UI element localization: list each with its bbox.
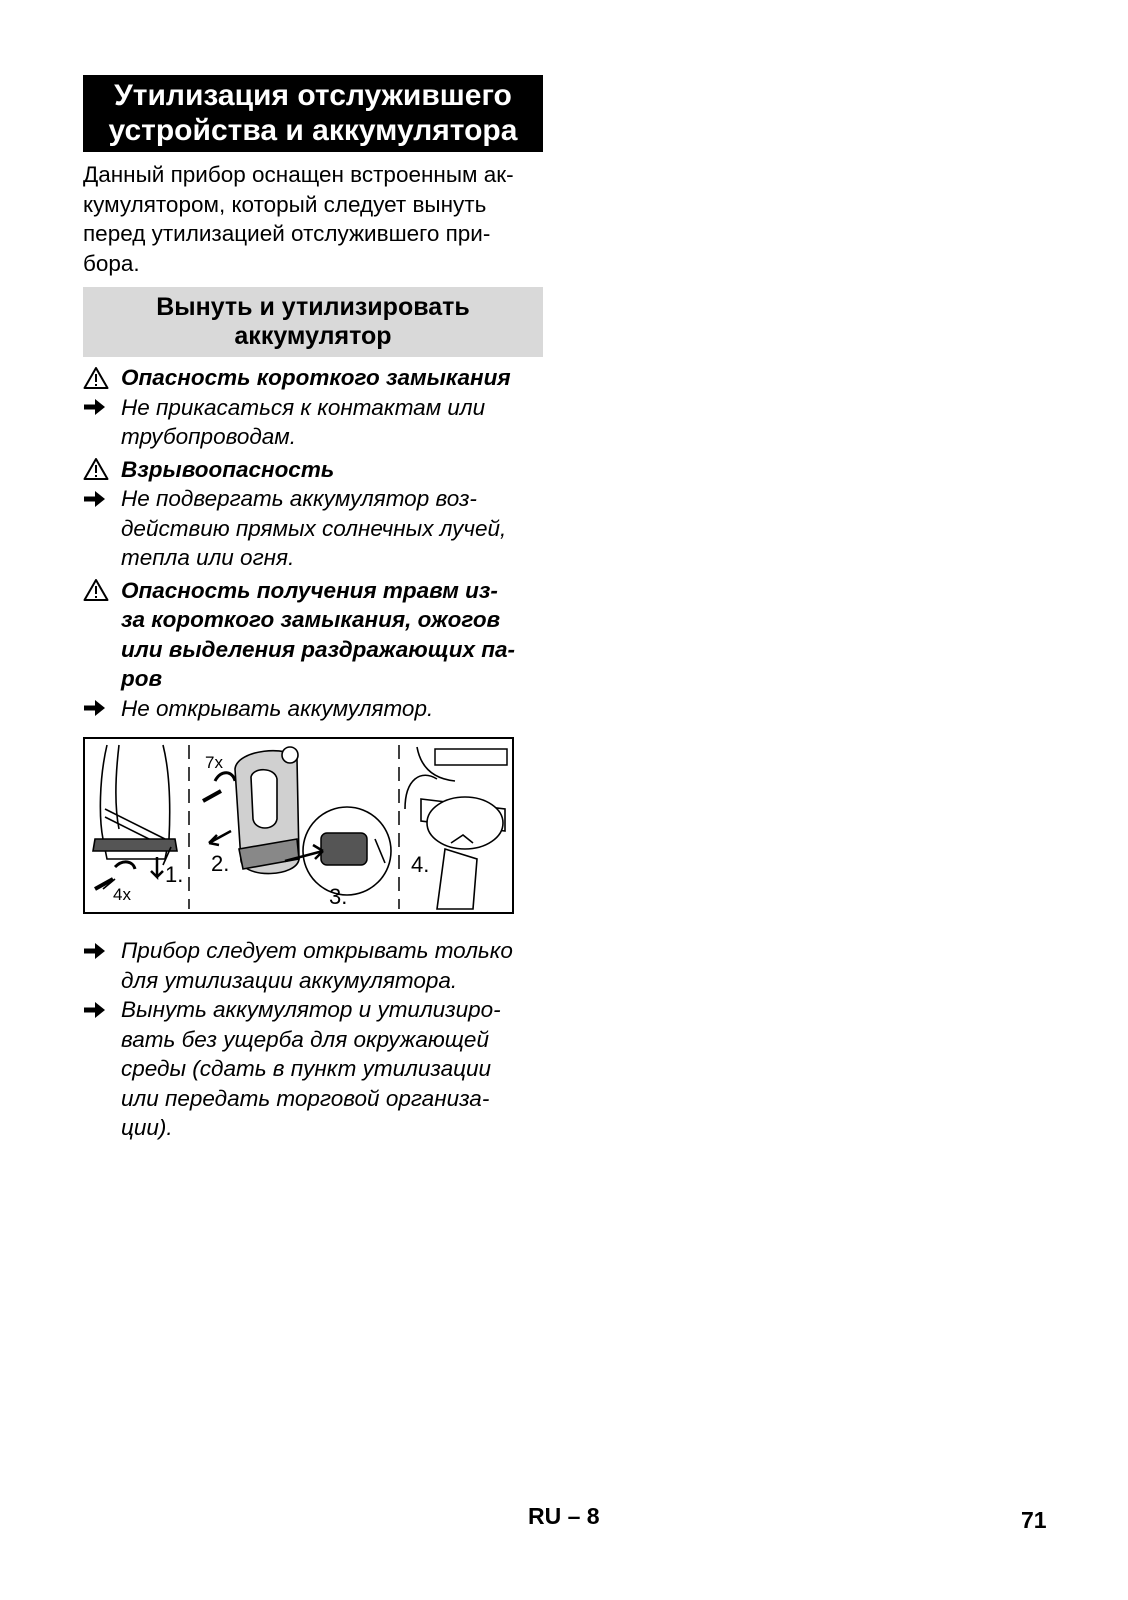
instruction-step: Не прикасаться к контактам или трубопроводам.: [83, 393, 543, 452]
instruction-step: Не подвергать аккумулятор воз- действию прямых солнечных лучей, тепла или огня.: [83, 484, 543, 573]
step-number-label: 2.: [211, 851, 230, 876]
page-number: 71: [1021, 1507, 1047, 1533]
battery-removal-drawing: [85, 739, 512, 912]
arrow-right-icon: [83, 698, 107, 718]
instruction-step: Вынуть аккумулятор и утилизиро- вать без ущерба для окружающей среды (сдать в пункт утилизации или передать торговой организа- ции).: [83, 995, 543, 1143]
content-column: [83, 75, 543, 1143]
instruction-step: Не открывать аккумулятор.: [83, 694, 543, 724]
subsection-heading: Вынуть и утилизировать аккумулятор: [83, 287, 543, 357]
warning-list: [83, 363, 543, 723]
instruction-step: Прибор следует открывать только для утилизации аккумулятора.: [83, 936, 543, 995]
warning-triangle-icon: [83, 578, 109, 602]
battery-removal-illustration: [83, 737, 514, 914]
screw-count-label: 4x: [113, 885, 131, 904]
arrow-right-icon: [83, 941, 107, 961]
arrow-right-icon: [83, 489, 107, 509]
arrow-right-icon: [83, 397, 107, 417]
warning-heading: Взрывоопасность: [83, 455, 543, 485]
section-title: Утилизация отслужившего устройства и аккумулятора: [83, 75, 543, 152]
warning-heading: Опасность короткого замыкания: [83, 363, 543, 393]
arrow-right-icon: [83, 1000, 107, 1020]
warning-heading: Опасность получения травм из- за короткого замыкания, ожогов или выделения раздражающих па- ров: [83, 576, 543, 694]
step-number-label: 1.: [165, 862, 184, 887]
final-steps-list: [83, 936, 543, 1143]
step-number-label: 3.: [329, 884, 348, 909]
footer-section-label: RU – 8: [528, 1503, 600, 1529]
intro-paragraph: Данный прибор оснащен встроенным ак- кумулятором, который следует вынуть перед утилизацией отслужившего при- бора.: [83, 162, 514, 276]
screw-count-label: 7x: [205, 753, 223, 772]
step-number-label: 4.: [411, 852, 430, 877]
warning-triangle-icon: [83, 366, 109, 390]
warning-triangle-icon: [83, 457, 109, 481]
